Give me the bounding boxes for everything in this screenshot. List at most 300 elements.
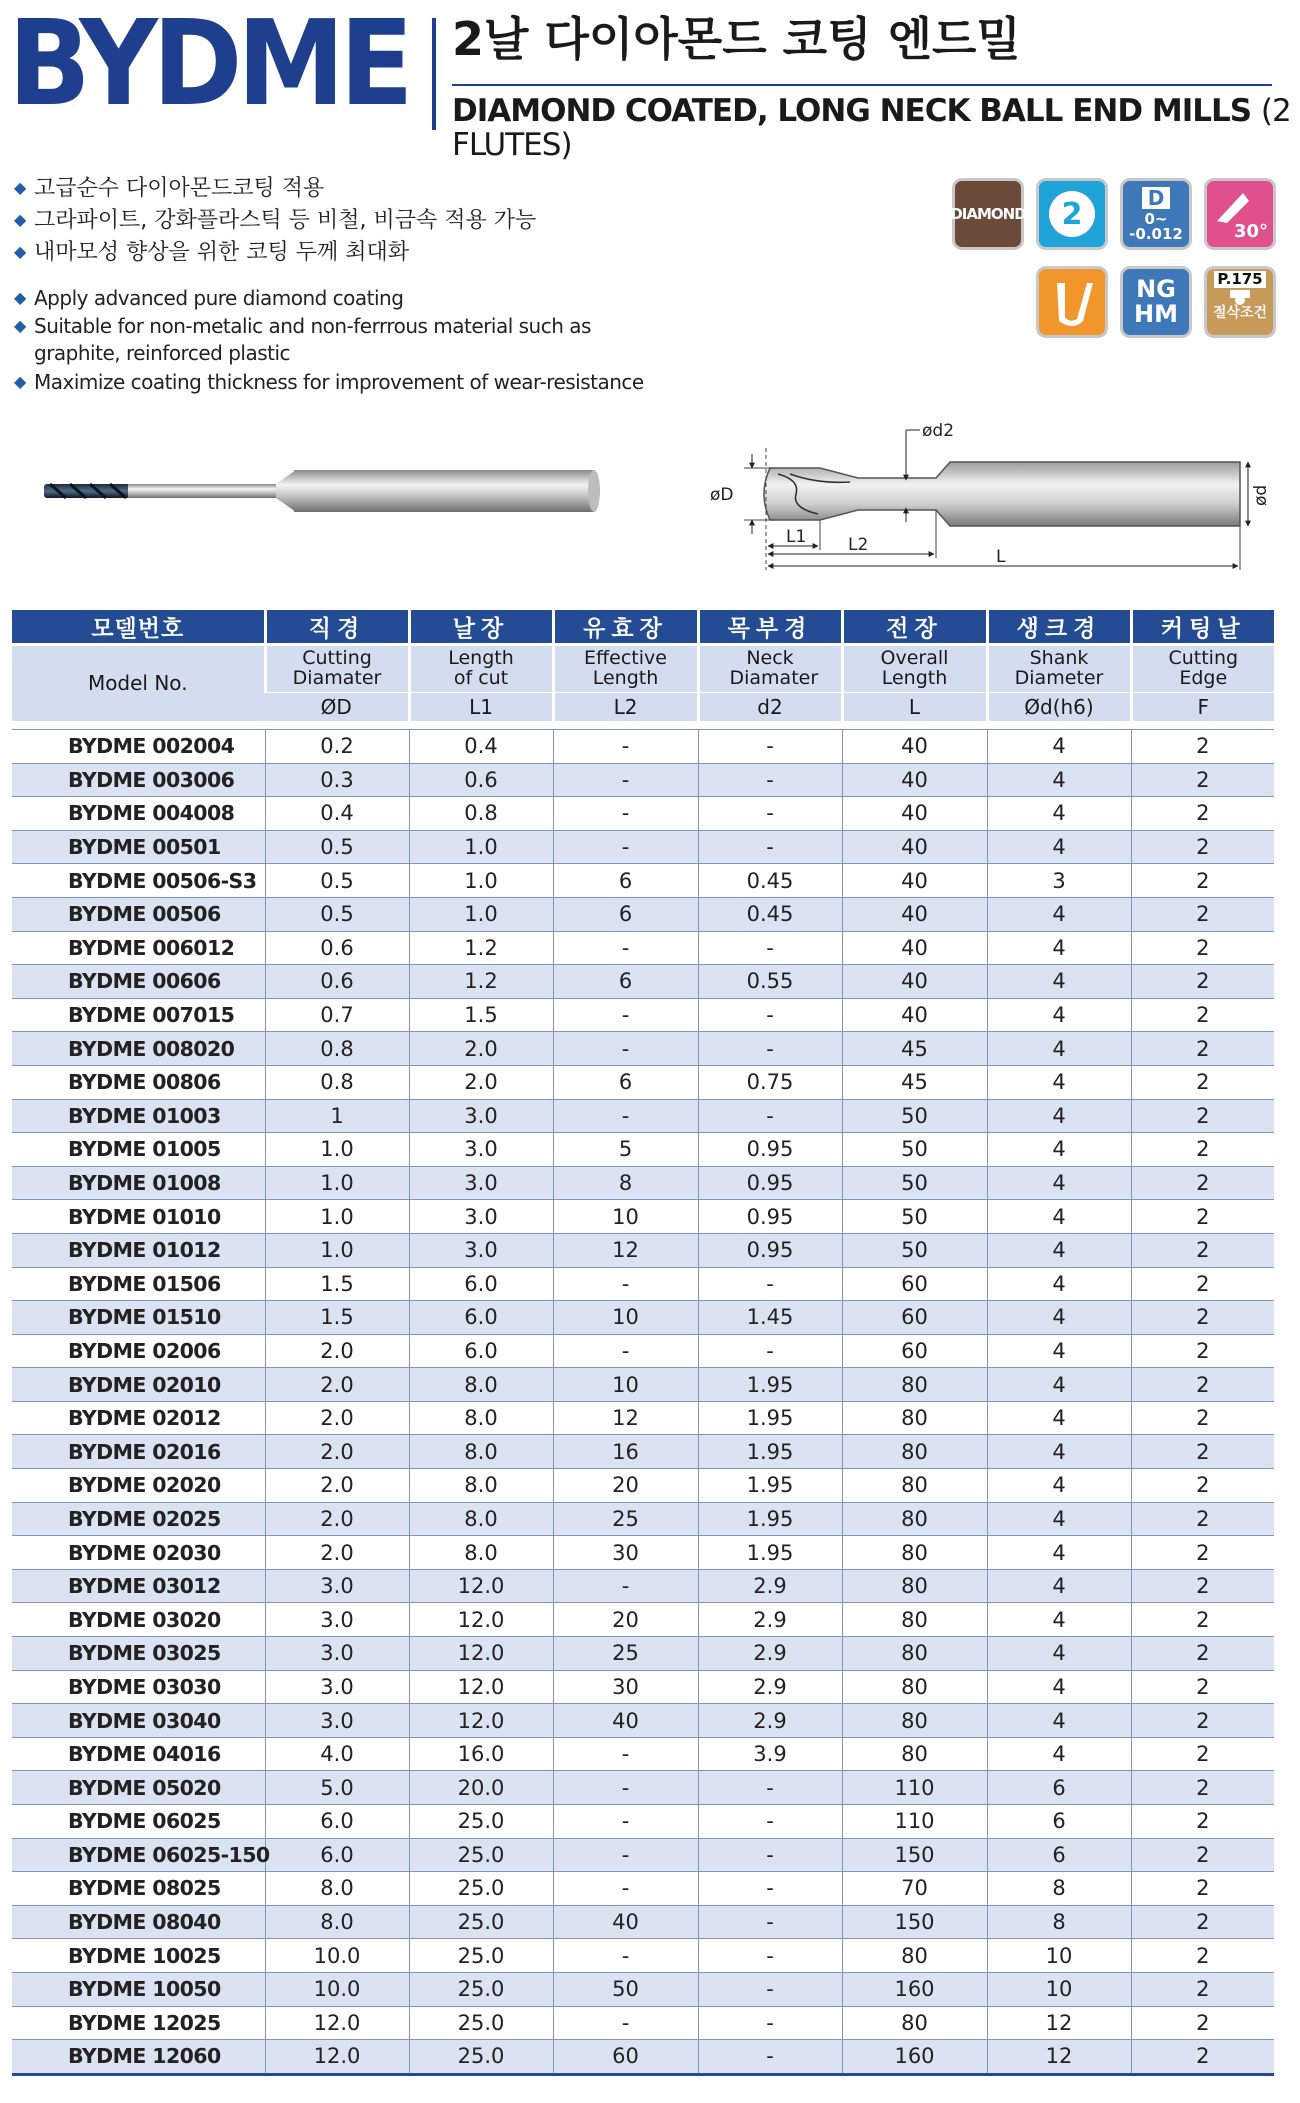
label-L: L — [996, 547, 1006, 567]
feature-ko-2 — [14, 210, 536, 232]
brand-title: BYDME — [8, 0, 409, 132]
spec-cell: 40 — [842, 763, 987, 797]
table-row — [12, 2040, 1274, 2075]
spec-cell: 80 — [842, 1469, 987, 1503]
spec-cell: 0.8 — [265, 1065, 409, 1099]
model-number-cell: BYDME 02020 — [12, 1469, 265, 1503]
spec-cell: 1 — [265, 1099, 409, 1133]
table-row — [12, 931, 1274, 965]
spec-cell: - — [553, 830, 698, 864]
dimension-diagram — [700, 418, 1271, 576]
spec-cell: 4 — [987, 763, 1131, 797]
table-row — [12, 1536, 1274, 1570]
spec-cell: 2 — [1131, 730, 1274, 764]
model-number-cell: BYDME 002004 — [12, 730, 265, 764]
spec-cell: 50 — [842, 1099, 987, 1133]
model-number-cell: BYDME 00806 — [12, 1065, 265, 1099]
spec-cell: 30 — [553, 1670, 698, 1704]
spec-cell: 2.0 — [409, 1032, 553, 1066]
spec-cell: 2 — [1131, 1233, 1274, 1267]
spec-cell: 2 — [1131, 1771, 1274, 1805]
spec-cell: - — [698, 730, 842, 764]
spec-cell: 2 — [1131, 1872, 1274, 1906]
model-number-cell: BYDME 03040 — [12, 1704, 265, 1738]
spec-cell: 80 — [842, 1569, 987, 1603]
label-D: øD — [710, 485, 734, 505]
spec-cell: 2 — [1131, 763, 1274, 797]
col-header-symbol: L — [842, 693, 987, 722]
col-header-en — [987, 645, 1131, 693]
spec-cell: 40 — [553, 1905, 698, 1939]
model-number-cell: BYDME 02016 — [12, 1435, 265, 1469]
spec-cell: 0.6 — [265, 931, 409, 965]
spec-cell: 25.0 — [409, 2006, 553, 2040]
spec-cell: 2 — [1131, 1435, 1274, 1469]
spec-cell: - — [698, 1872, 842, 1906]
spec-cell: - — [698, 830, 842, 864]
table-row — [12, 1233, 1274, 1267]
spec-cell: - — [553, 763, 698, 797]
feature-text: 내마모성 향상을 위한 코팅 두께 최대화 — [34, 240, 409, 265]
helix-angle-icon — [1204, 178, 1276, 250]
model-number-cell: BYDME 01003 — [12, 1099, 265, 1133]
spec-cell: 1.0 — [409, 864, 553, 898]
spec-cell: 2 — [1131, 2040, 1274, 2075]
header-text: Effective Length — [584, 647, 667, 689]
spec-cell: 8.0 — [409, 1368, 553, 1402]
spec-cell: 4 — [987, 1166, 1131, 1200]
spec-cell: 12 — [987, 2006, 1131, 2040]
label-L2: L2 — [848, 535, 869, 555]
feature-ko-1 — [14, 178, 324, 200]
model-number-cell: BYDME 02025 — [12, 1502, 265, 1536]
model-number-cell: BYDME 08040 — [12, 1905, 265, 1939]
model-number-cell: BYDME 08025 — [12, 1872, 265, 1906]
spec-cell: 1.2 — [409, 931, 553, 965]
spec-cell: 50 — [842, 1166, 987, 1200]
spec-cell: 2 — [1131, 1099, 1274, 1133]
spec-cell: 0.95 — [698, 1200, 842, 1234]
model-number-cell: BYDME 10050 — [12, 1972, 265, 2006]
end-mill-photo — [40, 462, 610, 524]
spec-cell: 2 — [1131, 1704, 1274, 1738]
spec-cell: - — [553, 1032, 698, 1066]
header-text: Length of cut — [448, 647, 514, 689]
spec-cell: 80 — [842, 1435, 987, 1469]
spec-cell: 0.5 — [265, 830, 409, 864]
spec-cell: 1.95 — [698, 1536, 842, 1570]
spec-cell: 25.0 — [409, 1805, 553, 1839]
spec-cell: 1.5 — [265, 1267, 409, 1301]
col-header-en — [553, 645, 698, 693]
spec-cell: 45 — [842, 1065, 987, 1099]
spec-cell: 6.0 — [265, 1838, 409, 1872]
spec-cell: - — [698, 1939, 842, 1973]
spec-cell: 4 — [987, 931, 1131, 965]
spec-cell: 8.0 — [409, 1401, 553, 1435]
spec-cell: 12.0 — [265, 2006, 409, 2040]
spec-cell: 6 — [553, 1065, 698, 1099]
spec-cell: 0.6 — [409, 763, 553, 797]
spec-cell: 1.5 — [409, 998, 553, 1032]
spec-cell: 80 — [842, 1704, 987, 1738]
table-row — [12, 1569, 1274, 1603]
spec-cell: 80 — [842, 1603, 987, 1637]
diamond-coating-icon — [952, 178, 1024, 250]
spec-cell: 0.55 — [698, 965, 842, 999]
spec-cell: 1.95 — [698, 1368, 842, 1402]
table-row — [12, 1838, 1274, 1872]
spec-cell: 80 — [842, 1670, 987, 1704]
spec-table-body — [12, 730, 1274, 2075]
title-korean: 2날 다이아몬드 코팅 엔드밀 — [452, 12, 1021, 66]
spec-cell: 0.4 — [265, 797, 409, 831]
spec-cell: 2 — [1131, 1637, 1274, 1671]
spec-cell: 8.0 — [409, 1536, 553, 1570]
table-row — [12, 1972, 1274, 2006]
table-row — [12, 1099, 1274, 1133]
spec-cell: 25.0 — [409, 1872, 553, 1906]
spec-cell: 16.0 — [409, 1737, 553, 1771]
spec-cell: 0.2 — [265, 730, 409, 764]
spec-cell: 40 — [842, 864, 987, 898]
spec-cell: - — [553, 1569, 698, 1603]
spec-cell: 4 — [987, 1233, 1131, 1267]
two-flutes-icon — [1036, 178, 1108, 250]
model-number-cell: BYDME 01510 — [12, 1301, 265, 1335]
title-english-main: DIAMOND COATED, LONG NECK BALL END MILLS — [452, 93, 1252, 129]
col-header-ko: 목부경 — [698, 610, 842, 645]
header-spacer — [12, 721, 1274, 730]
model-number-cell: BYDME 10025 — [12, 1939, 265, 1973]
spec-cell: 2 — [1131, 1469, 1274, 1503]
spec-cell: 3.0 — [265, 1704, 409, 1738]
col-header-ko: 생크경 — [987, 610, 1131, 645]
spec-cell: 2 — [1131, 797, 1274, 831]
table-row — [12, 830, 1274, 864]
spec-cell: 6 — [987, 1805, 1131, 1839]
spec-cell: 40 — [842, 931, 987, 965]
spec-cell: 3.0 — [409, 1200, 553, 1234]
table-row — [12, 1939, 1274, 1973]
spec-cell: 2.0 — [265, 1469, 409, 1503]
spec-cell: 6.0 — [409, 1301, 553, 1335]
spec-cell: 0.4 — [409, 730, 553, 764]
spec-cell: 150 — [842, 1905, 987, 1939]
spec-cell: - — [698, 1334, 842, 1368]
spec-cell: 6.0 — [409, 1267, 553, 1301]
spec-cell: 40 — [842, 830, 987, 864]
model-number-cell: BYDME 004008 — [12, 797, 265, 831]
table-row — [12, 864, 1274, 898]
spec-cell: 10 — [553, 1368, 698, 1402]
spec-cell: 3.0 — [265, 1637, 409, 1671]
spec-cell: 3 — [987, 864, 1131, 898]
model-number-cell: BYDME 02030 — [12, 1536, 265, 1570]
spec-cell: 2 — [1131, 1267, 1274, 1301]
spec-cell: - — [698, 763, 842, 797]
model-number-cell: BYDME 02012 — [12, 1401, 265, 1435]
spec-cell: 2.0 — [265, 1435, 409, 1469]
spec-cell: 70 — [842, 1872, 987, 1906]
spec-cell: 1.0 — [409, 897, 553, 931]
spec-cell: - — [698, 1771, 842, 1805]
table-row — [12, 1133, 1274, 1167]
spec-cell: 160 — [842, 1972, 987, 2006]
spec-cell: 12 — [987, 2040, 1131, 2075]
spec-cell: 4 — [987, 1401, 1131, 1435]
spec-cell: 60 — [842, 1267, 987, 1301]
spec-cell: 0.5 — [265, 897, 409, 931]
spec-cell: 2 — [1131, 1368, 1274, 1402]
table-row — [12, 1032, 1274, 1066]
spec-cell: 80 — [842, 2006, 987, 2040]
spec-cell: 0.3 — [265, 763, 409, 797]
spec-cell: 40 — [842, 730, 987, 764]
spec-cell: 0.5 — [265, 864, 409, 898]
spec-cell: - — [553, 1737, 698, 1771]
spec-cell: 2.0 — [265, 1536, 409, 1570]
spec-cell: 12.0 — [409, 1637, 553, 1671]
header-rule — [452, 84, 1272, 86]
spec-cell: 10 — [553, 1200, 698, 1234]
label-L1: L1 — [786, 527, 807, 547]
spec-cell: 1.2 — [409, 965, 553, 999]
spec-cell: 4 — [987, 1133, 1131, 1167]
spec-cell: 10 — [987, 1939, 1131, 1973]
model-number-cell: BYDME 01012 — [12, 1233, 265, 1267]
table-row — [12, 1603, 1274, 1637]
material-hm: HM — [1134, 300, 1178, 328]
spec-cell: 2 — [1131, 1838, 1274, 1872]
spec-cell: 4 — [987, 1502, 1131, 1536]
spec-cell: 110 — [842, 1805, 987, 1839]
model-number-cell: BYDME 006012 — [12, 931, 265, 965]
spec-cell: 2 — [1131, 1200, 1274, 1234]
spec-cell: 10 — [987, 1972, 1131, 2006]
spec-cell: 80 — [842, 1939, 987, 1973]
spec-cell: 4 — [987, 1301, 1131, 1335]
spec-cell: 4 — [987, 1637, 1131, 1671]
spec-cell: 25.0 — [409, 1972, 553, 2006]
spec-cell: 25.0 — [409, 1939, 553, 1973]
table-row — [12, 1872, 1274, 1906]
col-header-symbol: L2 — [553, 693, 698, 722]
spec-cell: 25 — [553, 1637, 698, 1671]
spec-cell: - — [553, 1805, 698, 1839]
spec-cell: 12.0 — [265, 2040, 409, 2075]
spec-cell: 2.0 — [265, 1502, 409, 1536]
spec-cell: - — [553, 1872, 698, 1906]
table-row — [12, 1805, 1274, 1839]
spec-cell: 3.0 — [265, 1569, 409, 1603]
spec-cell: 1.5 — [265, 1301, 409, 1335]
model-number-cell: BYDME 008020 — [12, 1032, 265, 1066]
feature-en-2 — [14, 316, 591, 336]
spec-cell: - — [698, 1032, 842, 1066]
ball-end-icon — [1036, 266, 1108, 338]
model-number-cell: BYDME 00606 — [12, 965, 265, 999]
spec-cell: 40 — [842, 897, 987, 931]
model-number-cell: BYDME 01008 — [12, 1166, 265, 1200]
spec-cell: - — [698, 1972, 842, 2006]
material-icon — [1120, 266, 1192, 338]
spec-cell: 110 — [842, 1771, 987, 1805]
spec-cell: 50 — [842, 1133, 987, 1167]
spec-cell: 60 — [842, 1301, 987, 1335]
spec-cell: 0.75 — [698, 1065, 842, 1099]
model-number-cell: BYDME 007015 — [12, 998, 265, 1032]
spec-cell: 10 — [553, 1301, 698, 1335]
table-row — [12, 1737, 1274, 1771]
spec-cell: 6 — [987, 1838, 1131, 1872]
spec-cell: 4 — [987, 830, 1131, 864]
table-row — [12, 1401, 1274, 1435]
bullet-icon: ◆ — [14, 242, 27, 261]
spec-cell: 4 — [987, 1334, 1131, 1368]
header-row-english — [12, 645, 1274, 693]
spec-cell: 6 — [987, 1771, 1131, 1805]
spec-cell: 2 — [1131, 1334, 1274, 1368]
spec-cell: 0.45 — [698, 864, 842, 898]
model-number-cell: BYDME 12060 — [12, 2040, 265, 2075]
bullet-icon: ◆ — [14, 178, 27, 197]
table-row — [12, 2006, 1274, 2040]
table-row — [12, 797, 1274, 831]
feature-text: Suitable for non-metalic and non-ferrrous material such as — [34, 314, 591, 338]
spec-cell: 8.0 — [409, 1469, 553, 1503]
spec-cell: 8 — [987, 1905, 1131, 1939]
header-text: Cutting Edge — [1168, 647, 1239, 689]
spec-cell: - — [553, 730, 698, 764]
table-row — [12, 1502, 1274, 1536]
spec-cell: 0.6 — [265, 965, 409, 999]
bullet-icon: ◆ — [14, 316, 26, 335]
spec-cell: 12.0 — [409, 1603, 553, 1637]
spec-cell: 16 — [553, 1435, 698, 1469]
spec-cell: 1.0 — [409, 830, 553, 864]
spec-cell: 4.0 — [265, 1737, 409, 1771]
model-number-cell: BYDME 003006 — [12, 763, 265, 797]
spec-cell: 80 — [842, 1536, 987, 1570]
header-text: Cutting Diamater — [292, 647, 382, 689]
header-text: Neck Diamater — [729, 647, 819, 689]
spec-cell: 2 — [1131, 864, 1274, 898]
spec-cell: 20 — [553, 1603, 698, 1637]
spec-cell: 12.0 — [409, 1569, 553, 1603]
col-header-symbol: Ød(h6) — [987, 693, 1131, 722]
model-number-cell: BYDME 05020 — [12, 1771, 265, 1805]
table-row — [12, 1065, 1274, 1099]
spec-cell: - — [698, 998, 842, 1032]
tolerance-icon — [1120, 178, 1192, 250]
spec-cell: 150 — [842, 1838, 987, 1872]
spec-cell: 40 — [842, 998, 987, 1032]
spec-cell: 12 — [553, 1233, 698, 1267]
model-number-cell: BYDME 03030 — [12, 1670, 265, 1704]
spec-cell: 3.9 — [698, 1737, 842, 1771]
spec-cell: 2 — [1131, 1939, 1274, 1973]
spec-cell: 1.0 — [265, 1166, 409, 1200]
spec-cell: 2 — [1131, 1536, 1274, 1570]
spec-cell: 2 — [1131, 830, 1274, 864]
spec-cell: 12.0 — [409, 1704, 553, 1738]
model-number-cell: BYDME 03020 — [12, 1603, 265, 1637]
spec-cell: 80 — [842, 1637, 987, 1671]
spec-cell: 45 — [842, 1032, 987, 1066]
table-row — [12, 1301, 1274, 1335]
spec-cell: 8.0 — [409, 1435, 553, 1469]
spec-cell: - — [698, 1838, 842, 1872]
model-number-cell: BYDME 03012 — [12, 1569, 265, 1603]
spec-cell: 2.9 — [698, 1603, 842, 1637]
spec-cell: 0.8 — [409, 797, 553, 831]
spec-cell: 80 — [842, 1737, 987, 1771]
spec-cell: 60 — [553, 2040, 698, 2075]
spec-cell: 60 — [842, 1334, 987, 1368]
model-number-cell: BYDME 06025-150 — [12, 1838, 265, 1872]
spec-cell: 4 — [987, 1200, 1131, 1234]
spec-cell: 6.0 — [265, 1805, 409, 1839]
spec-cell: 2 — [1131, 1603, 1274, 1637]
spec-cell: - — [553, 931, 698, 965]
spec-cell: - — [698, 1099, 842, 1133]
table-row — [12, 1368, 1274, 1402]
spec-cell: 2 — [1131, 1905, 1274, 1939]
table-row — [12, 1670, 1274, 1704]
model-number-cell: BYDME 01010 — [12, 1200, 265, 1234]
spec-table — [12, 610, 1274, 2076]
spec-cell: 2 — [1131, 1569, 1274, 1603]
spec-cell: 2.0 — [265, 1401, 409, 1435]
spec-cell: 4 — [987, 1670, 1131, 1704]
table-row — [12, 998, 1274, 1032]
spec-cell: 0.95 — [698, 1233, 842, 1267]
feature-en-1 — [14, 288, 403, 308]
spec-cell: - — [553, 1099, 698, 1133]
spec-cell: 6 — [553, 864, 698, 898]
spec-cell: 4 — [987, 1603, 1131, 1637]
title-english-flutes: (2 FLUTES) — [452, 93, 1291, 164]
table-row — [12, 1905, 1274, 1939]
col-header-ko: 날장 — [409, 610, 553, 645]
table-row — [12, 1334, 1274, 1368]
spec-cell: 4 — [987, 1737, 1131, 1771]
spec-cell: 4 — [987, 965, 1131, 999]
spec-cell: 3.0 — [409, 1166, 553, 1200]
spec-cell: - — [698, 2040, 842, 2075]
spec-cell: - — [553, 998, 698, 1032]
spec-cell: 4 — [987, 1536, 1131, 1570]
spec-cell: 1.0 — [265, 1133, 409, 1167]
spec-cell: 25 — [553, 1502, 698, 1536]
spec-cell: - — [698, 1905, 842, 1939]
table-row — [12, 763, 1274, 797]
spec-cell: 4 — [987, 730, 1131, 764]
model-number-cell: BYDME 00501 — [12, 830, 265, 864]
table-row — [12, 1469, 1274, 1503]
spec-cell: 2 — [1131, 1065, 1274, 1099]
spec-cell: 2 — [1131, 965, 1274, 999]
spec-cell: - — [698, 1805, 842, 1839]
spec-cell: 8 — [987, 1872, 1131, 1906]
spec-cell: - — [553, 1267, 698, 1301]
spec-cell: 1.95 — [698, 1435, 842, 1469]
feature-text: 그라파이트, 강화플라스틱 등 비철, 비금속 적용 가능 — [34, 208, 537, 233]
model-number-cell: BYDME 02006 — [12, 1334, 265, 1368]
spec-cell: 6 — [553, 897, 698, 931]
spec-cell: 2 — [1131, 1972, 1274, 2006]
